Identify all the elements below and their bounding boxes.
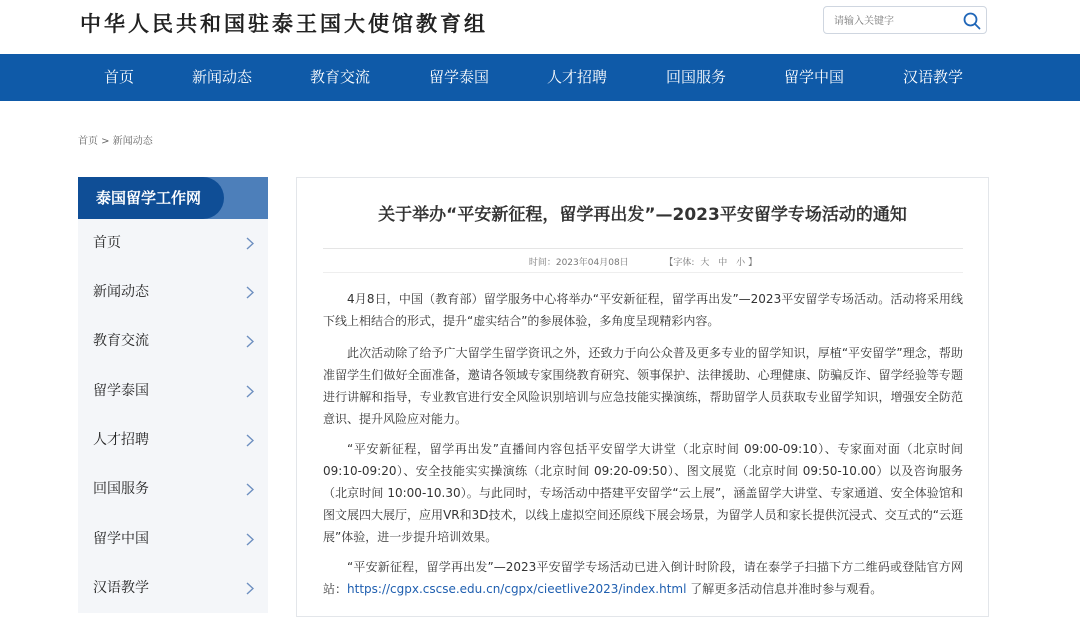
divider (323, 248, 963, 249)
chevron-right-icon (246, 434, 254, 447)
sidebar-item-label: 汉语教学 (93, 580, 149, 596)
nav-item-return-services[interactable]: 回国服务 (665, 68, 726, 86)
sidebar-item-chinese-teaching[interactable] (78, 564, 268, 613)
font-size-label: 【字体: (664, 258, 695, 268)
chevron-right-icon (246, 335, 254, 348)
sidebar-item-recruitment[interactable] (78, 416, 268, 465)
chevron-right-icon (246, 286, 254, 299)
article-paragraph (323, 556, 963, 600)
paragraph-text: 了解更多活动信息并准时参与观看。 (686, 582, 883, 596)
sidebar (78, 177, 268, 613)
article-meta (323, 255, 963, 268)
main-nav (0, 54, 1080, 101)
sidebar-item-label: 回国服务 (93, 481, 149, 497)
nav-item-news[interactable]: 新闻动态 (191, 68, 252, 86)
chevron-right-icon (246, 385, 254, 398)
sidebar-item-label: 留学中国 (93, 531, 149, 547)
search-icon[interactable] (962, 11, 982, 31)
event-link[interactable]: https://cgpx.cscse.edu.cn/cgpx/cieetlive2023/index.html (347, 582, 687, 596)
chevron-right-icon (246, 483, 254, 496)
header (0, 0, 1080, 54)
font-size-medium[interactable]: 中 (718, 258, 728, 268)
sidebar-item-label: 人才招聘 (93, 432, 149, 448)
chevron-right-icon (246, 237, 254, 250)
sidebar-item-news[interactable] (78, 268, 268, 317)
sidebar-item-label: 首页 (93, 235, 121, 251)
article-paragraph: 此次活动除了给予广大留学生留学资讯之外，还致力于向公众普及更多专业的留学知识，厚植“平安留学”理念，帮助准留学生们做好全面准备，邀请各领域专家围绕教育研究、领事保护、法律援助、心理健康、防骗反诈、留学经验等专题进行讲解和指导，专业教官进行安全风险识别培训与应急技能实操演练，帮助留学人员获取专业留学知识，增强安全防范意识、提升风险应对能力。 (323, 346, 963, 426)
paragraph-text: “平安新征程，留学再出发”—2023平安留学专场活动已进入倒计时阶段，请在泰学子扫描下方二维码或登陆官方网站： (323, 560, 963, 596)
publish-date: 2023年04月08日 (555, 258, 629, 268)
article-paragraph: “平安新征程，留学再出发”直播间内容包括平安留学大讲堂（北京时间 09:00-09:10）、专家面对面（北京时间09:10-09:20）、安全技能实实操演练（北京时间 09:20-09:50）、图文展览（北京时间 09:50-10.00）以及咨询服务（北京时间 10:00-10.30）。与此同时，专场活动中搭建平安留学“云上展”，涵盖留学大讲堂、专家通道、安全体验馆和图文展四大展厅，应用VR和3D技术，以线上虚拟空间还原线下展会场景，为留学人员和家长提供沉浸式、交互式的“云逛展”体验，进一步提升培训效果。 (323, 442, 963, 544)
nav-item-study-in-china[interactable]: 留学中国 (783, 68, 844, 86)
sidebar-item-label: 新闻动态 (93, 284, 149, 300)
sidebar-item-return-services[interactable] (78, 465, 268, 514)
search-input[interactable] (832, 11, 960, 31)
search-box (823, 6, 987, 34)
article-panel (296, 177, 989, 617)
sidebar-item-study-in-thailand[interactable] (78, 367, 268, 416)
site-title[interactable]: 中华人民共和国驻泰王国大使馆教育组 (80, 11, 488, 36)
nav-item-home[interactable]: 首页 (103, 68, 134, 86)
breadcrumb-home[interactable]: 首页 (78, 136, 98, 147)
sidebar-item-education-exchange[interactable] (78, 317, 268, 366)
chevron-right-icon (246, 533, 254, 546)
sidebar-item-home[interactable] (78, 219, 268, 268)
breadcrumb-separator: > (98, 136, 113, 147)
nav-item-study-in-thailand[interactable]: 留学泰国 (428, 68, 489, 86)
sidebar-item-label: 留学泰国 (93, 383, 149, 399)
article-paragraph: 4月8日，中国（教育部）留学服务中心将举办“平安新征程，留学再出发”—2023平安留学专场活动。活动将采用线下线上相结合的形式，提升“虚实结合”的参展体验，多角度呈现精彩内容。 (323, 292, 963, 328)
chevron-right-icon (246, 582, 254, 595)
sidebar-item-label: 教育交流 (93, 333, 149, 349)
font-size-large[interactable]: 大 (700, 258, 710, 268)
article-title: 关于举办“平安新征程，留学再出发”—2023平安留学专场活动的通知 (378, 205, 907, 225)
font-size-close: 】 (748, 258, 758, 268)
font-size-small[interactable]: 小 (736, 258, 746, 268)
sidebar-item-study-in-china[interactable] (78, 515, 268, 564)
time-label: 时间： (528, 258, 556, 268)
nav-item-chinese-teaching[interactable]: 汉语教学 (902, 68, 963, 86)
nav-item-recruitment[interactable]: 人才招聘 (546, 68, 607, 86)
sidebar-header (78, 177, 268, 219)
breadcrumb (78, 132, 153, 147)
nav-item-education-exchange[interactable]: 教育交流 (309, 68, 370, 86)
sidebar-title: 泰国留学工作网 (96, 189, 202, 207)
divider (323, 272, 963, 273)
breadcrumb-current[interactable]: 新闻动态 (112, 136, 153, 147)
